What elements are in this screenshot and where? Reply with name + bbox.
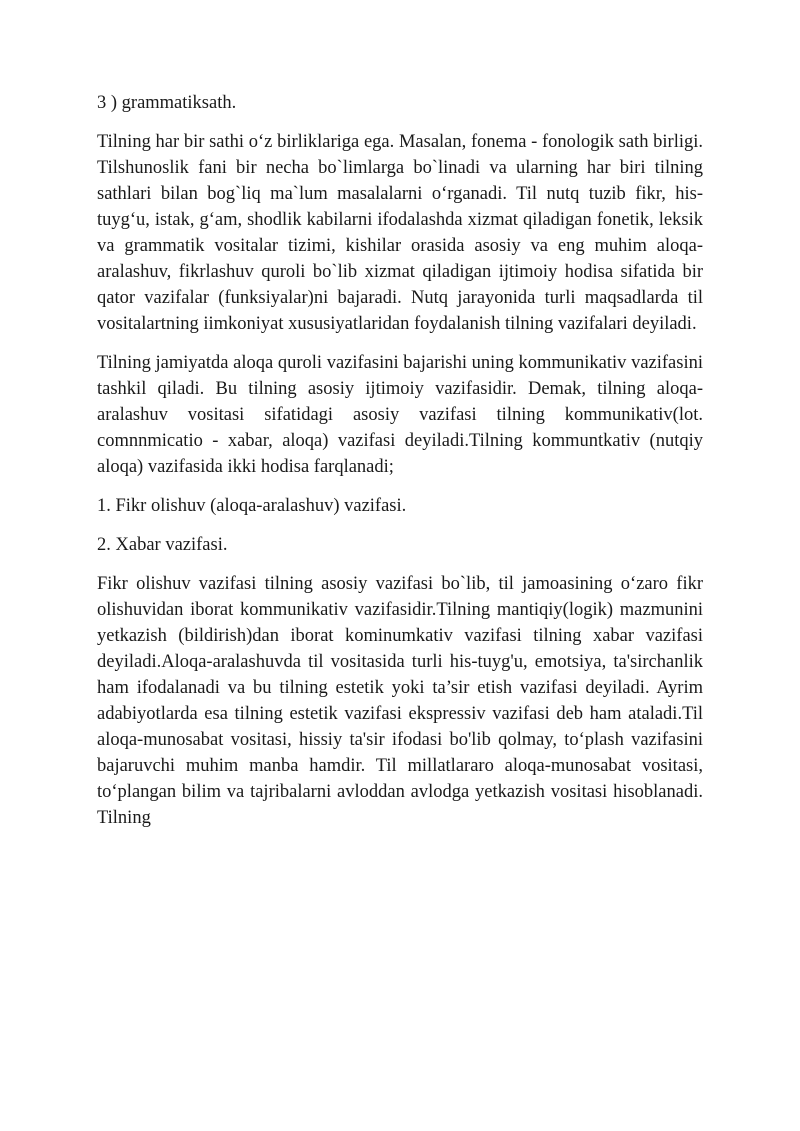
heading-line: 3 ) grammatiksath. <box>97 93 237 113</box>
paragraph-language-levels: Tilning har bir sathi o‘z birliklariga ega. Masalan, fonema - fonologik sath birligi. Tilshunoslik fani bir necha bo`limlarga bo`linadi va ularning har biri tilning sathlari bilan bog`liq ma`lum masalalarni o‘rganadi. Til nutq tuzib fikr, his-tuyg‘u, istak, g‘am, shodlik kabilarni ifodalashda xizmat qiladigan fonetik, leksik va grammatik vositalar tizimi, kishilar orasida asosiy va eng muhim aloqa-aralashuv, fikrlashuv quroli bo`lib xizmat qiladigan ijtimoiy hodisa sifatida bir qator vazifalar (funksiyalar)ni bajaradi. Nutq jarayonida turli maqsadlarda til vositalartning iimkoniyat xususiyatlaridan foydalanish tilning vazifalari deyiladi. <box>97 132 703 334</box>
paragraph-exchange-function: Fikr olishuv vazifasi tilning asosiy vazifasi bo`lib, til jamoasining o‘zaro fikr olishuvidan iborat kommunikativ vazifasidir.Tilning mantiqiy(logik) mazmunini yetkazish (bildirish)dan iborat kominumkativ vazifasi tilning xabar vazifasi deyiladi.Aloqa-aralashuvda til vositasida turli his-tuyg'u, emotsiya, ta'sirchanlik ham ifodalanadi va bu tilning estetik yoki ta’sir etish vazifasi deyiladi. Ayrim adabiyotlarda esa tilning estetik vazifasi ekspressiv vazifasi deb ham ataladi.Til aloqa-munosabat vositasi, hissiy ta'sir ifodasi bo'lib qolmay, to‘plash vazifasini bajaruvchi muhim manba hamdir. Til millatlararo aloqa-munosabat vositasi, to‘plangan bilim va tajribalarni avloddan avlodga yetkazish vositasi hisoblanadi. Tilning <box>97 574 703 828</box>
paragraph-communicative-function: Tilning jamiyatda aloqa quroli vazifasini bajarishi uning kommunikativ vazifasini tashkil qiladi. Bu tilning asosiy ijtimoiy vazifasidir. Demak, tilning aloqa-aralashuv vositasi sifatidagi asosiy vazifasi tilning kommunikativ(lot. comnnmicatio - xabar, aloqa) vazifasi deyiladi.Tilning kommuntkativ (nutqiy aloqa) vazifasida ikki hodisa farqlanadi; <box>97 353 703 477</box>
list-item-1: 1. Fikr olishuv (aloqa-aralashuv) vazifasi. <box>97 496 407 516</box>
document-page <box>97 90 703 844</box>
list-item-2: 2. Xabar vazifasi. <box>97 535 228 555</box>
